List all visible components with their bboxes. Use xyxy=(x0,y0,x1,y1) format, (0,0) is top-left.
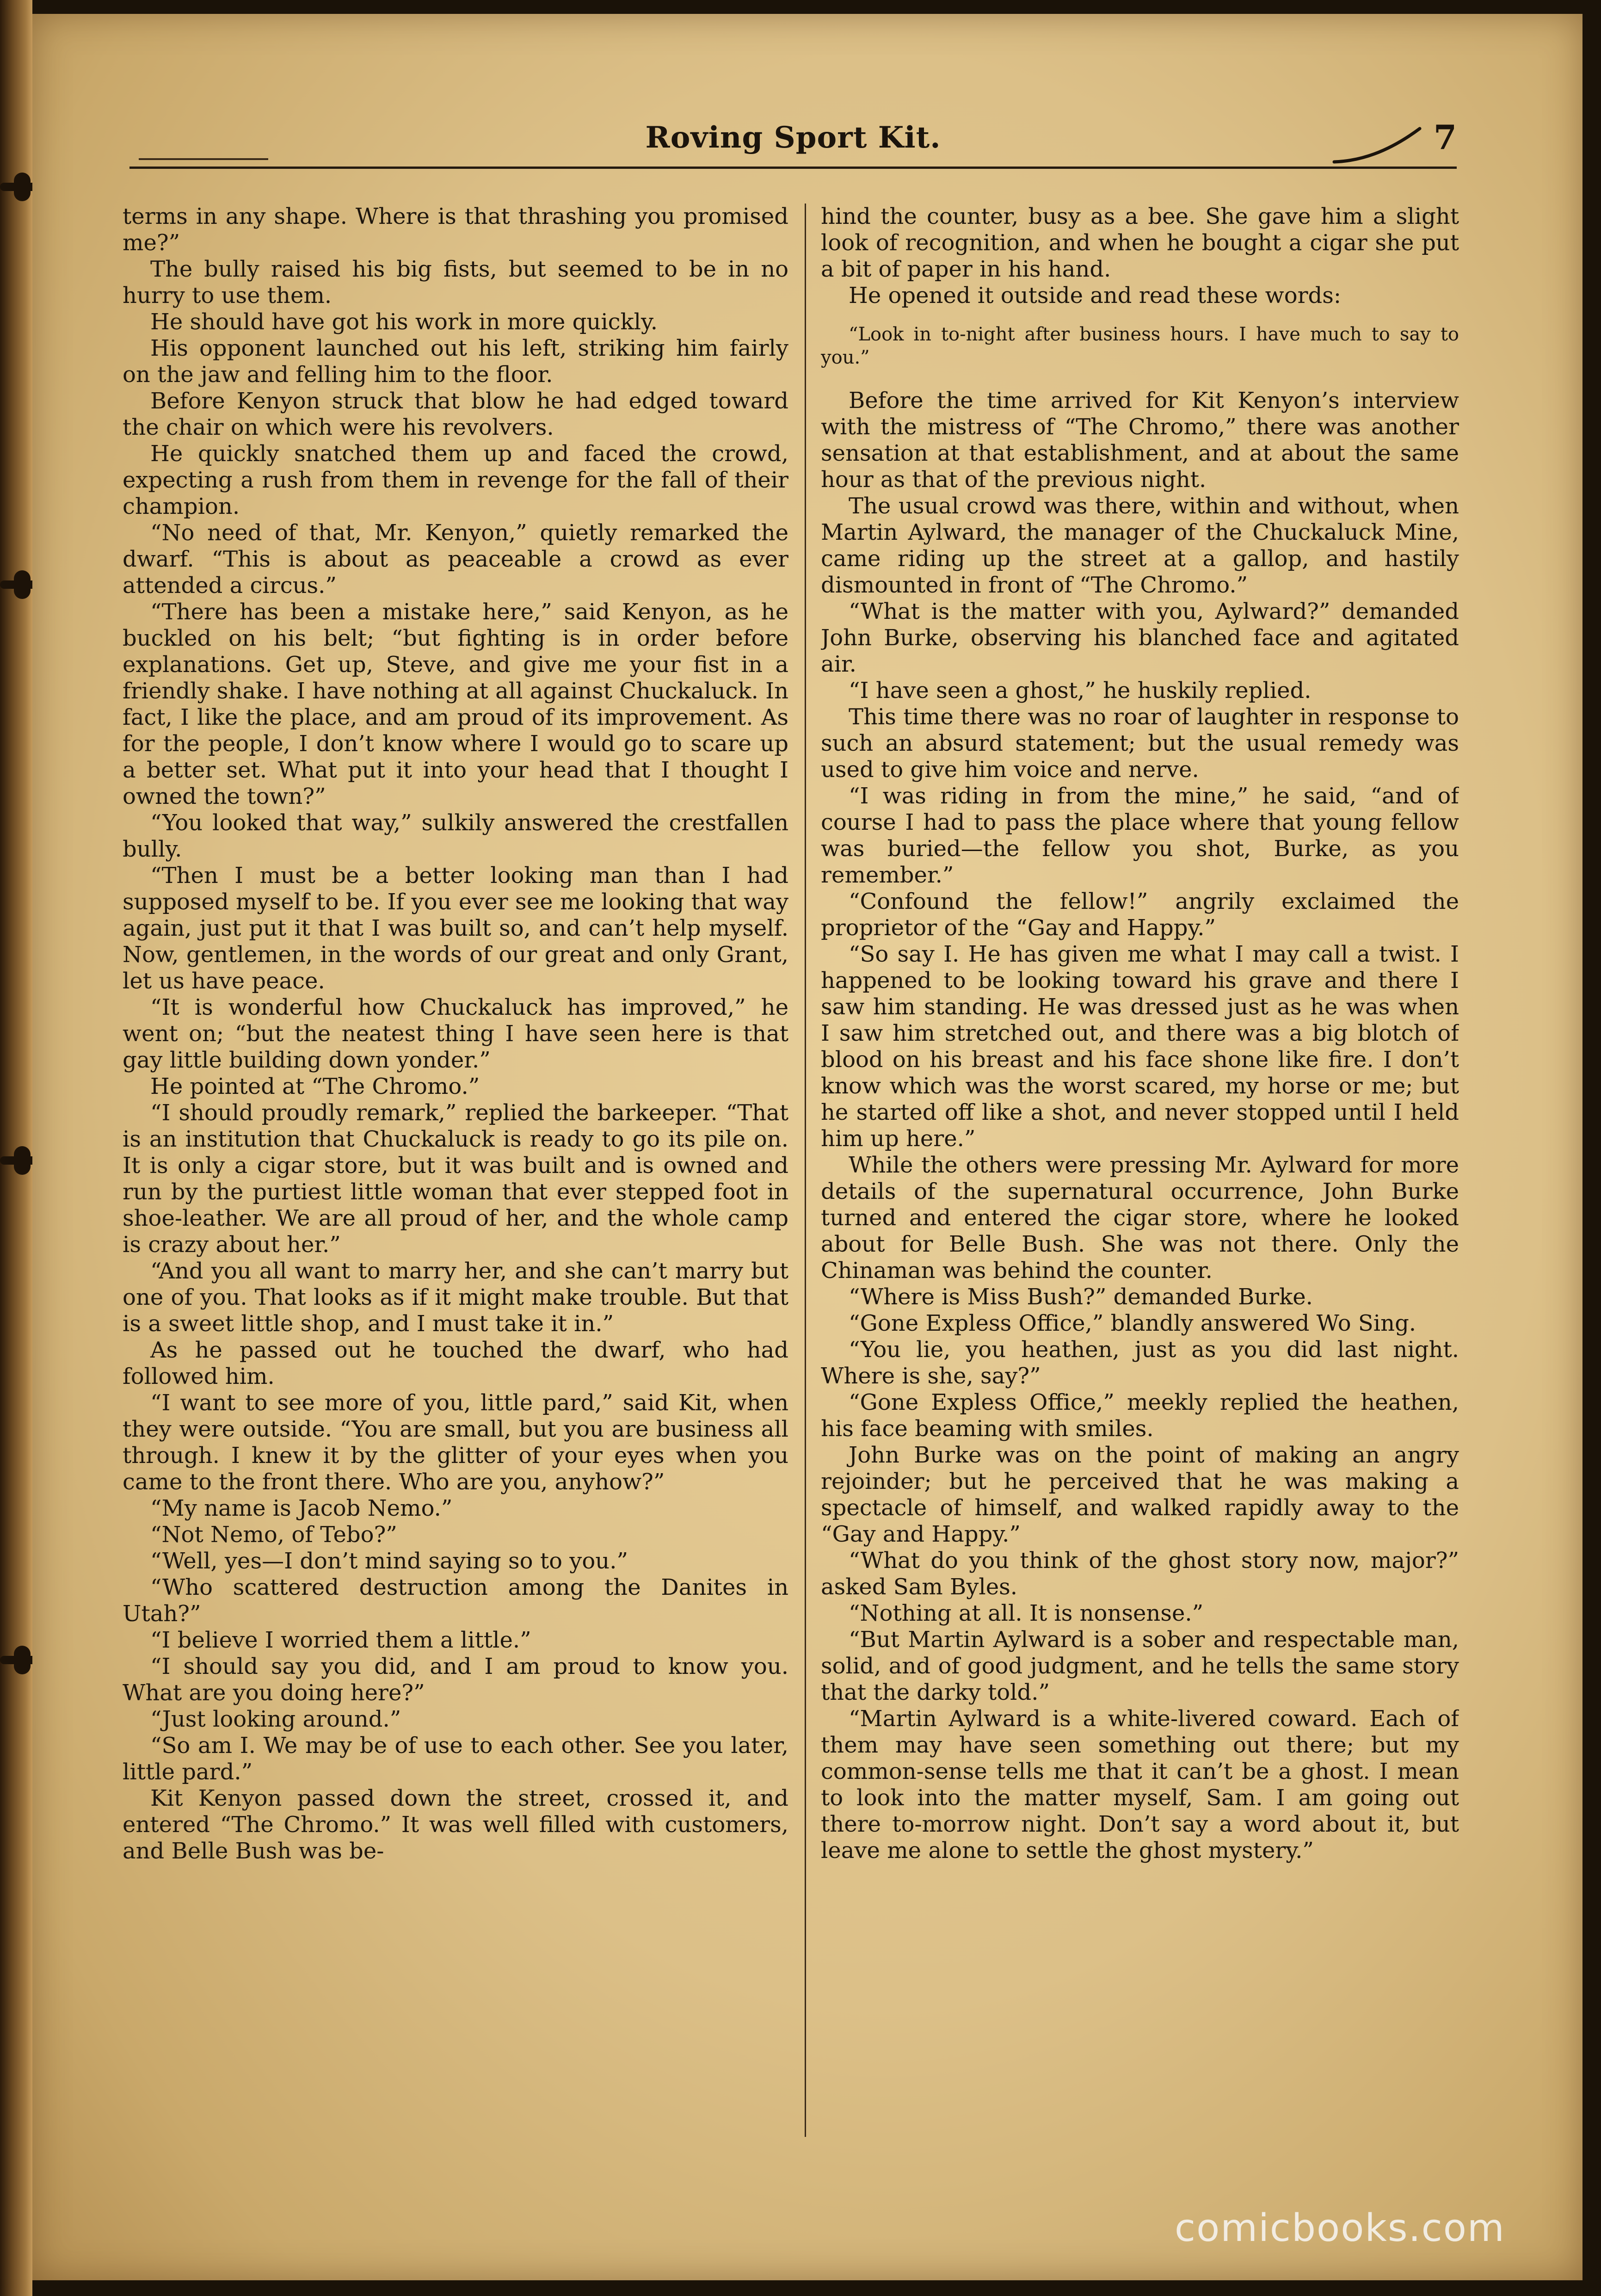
paragraph: “Martin Aylward is a white-livered coward. Each of them may have seen something out there; but my common-sense tells me that it can’t be a ghost. I mean to look into the matter myself, Sam. I am going out there to-morrow night. Don’t say a word about it, but leave me alone to settle the ghost mystery.” xyxy=(821,1706,1459,1864)
paragraph: Before the time arrived for Kit Kenyon’s interview with the mistress of “The Chromo,” there was another sensation at that establishment, and at about the same hour as that of the previous night. xyxy=(821,388,1459,493)
left-column xyxy=(123,204,788,2146)
paragraph: “Then I must be a better looking man than I had supposed myself to be. If you ever see me looking that way again, just put it that I was built so, and can’t help myself. Now, gentlemen, in the words of our great and only Grant, let us have peace. xyxy=(123,863,788,994)
paragraph: “Well, yes—I don’t mind saying so to you.” xyxy=(150,1548,628,1574)
paragraph: “And you all want to marry her, and she can’t marry but one of you. That looks as if it might make trouble. But that is a sweet little shop, and I must take it in.” xyxy=(123,1258,788,1337)
paragraph: Before Kenyon struck that blow he had edged toward the chair on which were his revolvers. xyxy=(123,388,788,440)
watermark: comicbooks.com xyxy=(1175,2206,1505,2250)
paragraph: As he passed out he touched the dwarf, who had followed him. xyxy=(123,1337,788,1389)
paragraph: “My name is Jacob Nemo.” xyxy=(150,1495,453,1521)
header-rule xyxy=(129,167,1457,169)
paragraph: He pointed at “The Chromo.” xyxy=(150,1074,480,1099)
paragraph: “What do you think of the ghost story now, major?” asked Sam Byles. xyxy=(821,1548,1459,1600)
paragraph: “So say I. He has given me what I may call a twist. I happened to be looking toward his grave and there I saw him standing. He was dressed just as he was when I saw him stretched out, and there was a big blotch of blood on his breast and his face shone like fire. I don’t know which was the worst scared, my horse or me; but he started off like a shot, and never stopped until I held him up here.” xyxy=(821,941,1459,1152)
paragraph: “Gone Expless Office,” meekly replied the heathen, his face beaming with smiles. xyxy=(821,1389,1459,1442)
page-number: 7 xyxy=(1433,117,1457,157)
paragraph: Kit Kenyon passed down the street, crossed it, and entered “The Chromo.” It was well filled with customers, and Belle Bush was be- xyxy=(123,1785,788,1864)
paragraph: “I was riding in from the mine,” he said, “and of course I had to pass the place where that young fellow was buried—the fellow you shot, Burke, as you remember.” xyxy=(821,783,1459,888)
paragraph: “Gone Expless Office,” blandly answered Wo Sing. xyxy=(849,1310,1416,1336)
paragraph: “You looked that way,” sulkily answered the crestfallen bully. xyxy=(123,810,788,862)
page-header xyxy=(129,111,1457,180)
paragraph: “What is the matter with you, Aylward?” demanded John Burke, observing his blanched face and agitated air. xyxy=(821,599,1459,677)
paragraph: This time there was no roar of laughter in response to such an absurd statement; but the usual remedy was used to give him voice and nerve. xyxy=(821,704,1459,783)
paragraph: “I believe I worried them a little.” xyxy=(150,1627,531,1653)
paragraph: “Confound the fellow!” angrily exclaimed the proprietor of the “Gay and Happy.” xyxy=(821,889,1459,941)
paragraph: “There has been a mistake here,” said Kenyon, as he buckled on his belt; “but fighting is in order before explanations. Get up, Steve, and give me your fist in a friendly shake. I have nothing at all against Chuckaluck. In fact, I like the place, and am proud of its improvement. As for the people, I don’t know where I would go to scare up a better set. What put it into your head that I thought I owned the town?” xyxy=(123,599,788,809)
paragraph: “I have seen a ghost,” he huskily replied. xyxy=(849,678,1312,704)
paragraph: John Burke was on the point of making an angry rejoinder; but he perceived that he was making a spectacle of himself, and walked rapidly away to the “Gay and Happy.” xyxy=(821,1442,1459,1547)
paragraph: “Just looking around.” xyxy=(150,1706,401,1732)
paragraph: The usual crowd was there, within and without, when Martin Aylward, the manager of the Chuckaluck Mine, came riding up the street at a gallop, and hastily dismounted in front of “The Chromo.” xyxy=(821,493,1459,598)
paragraph: “I want to see more of you, little pard,” said Kit, when they were outside. “You are small, but you are business all through. I knew it by the glitter of your eyes when you came to the front there. Who are you, anyhow?” xyxy=(123,1390,788,1495)
paragraph: “I should proudly remark,” replied the barkeeper. “That is an institution that Chuckaluck is ready to go its pile on. It is only a cigar store, but it was built and is owned and run by the purtiest little woman that ever stepped foot in shoe-leather. We are all proud of her, and the whole camp is crazy about her.” xyxy=(123,1100,788,1258)
paragraph: “Who scattered destruction among the Danites in Utah?” xyxy=(123,1574,788,1627)
paragraph: “But Martin Aylward is a sober and respectable man, solid, and of good judgment, and he tells the same story that the darky told.” xyxy=(821,1627,1459,1705)
paragraph: He opened it outside and read these words: xyxy=(849,283,1342,309)
column-divider xyxy=(805,204,806,2137)
paragraph: “You lie, you heathen, just as you did last night. Where is she, say?” xyxy=(821,1337,1459,1389)
paragraph: He quickly snatched them up and faced the crowd, expecting a rush from them in revenge for the fall of their champion. xyxy=(123,441,788,519)
paragraph: “It is wonderful how Chuckaluck has improved,” he went on; “but the neatest thing I have seen here is that gay little building down yonder.” xyxy=(123,994,788,1073)
paragraph: “Nothing at all. It is nonsense.” xyxy=(849,1600,1204,1626)
running-title: Roving Sport Kit. xyxy=(645,120,941,155)
paragraph: “Where is Miss Bush?” demanded Burke. xyxy=(849,1284,1313,1310)
header-rule-short xyxy=(139,158,268,160)
paragraph: While the others were pressing Mr. Aylward for more details of the supernatural occurrence, John Burke turned and entered the cigar store, where he looked about for Belle Bush. She was not there. Only the Chinaman was behind the counter. xyxy=(821,1152,1459,1284)
paragraph: “Not Nemo, of Tebo?” xyxy=(150,1522,397,1548)
paragraph: The bully raised his big fists, but seemed to be in no hurry to use them. xyxy=(123,256,788,309)
pen-stroke-icon xyxy=(1332,125,1424,167)
paragraph: He should have got his work in more quickly. xyxy=(150,309,658,335)
paragraph: His opponent launched out his left, striking him fairly on the jaw and felling him to the floor. xyxy=(123,335,788,388)
paragraph: “No need of that, Mr. Kenyon,” quietly remarked the dwarf. “This is about as peaceable a crowd as ever attended a circus.” xyxy=(123,520,788,599)
quoted-note: “Look in to-night after business hours. I have much to say to you.” xyxy=(821,324,1459,368)
right-column xyxy=(821,204,1459,2146)
paragraph: “So am I. We may be of use to each other. See you later, little pard.” xyxy=(123,1733,788,1785)
paragraph: hind the counter, busy as a bee. She gave him a slight look of recognition, and when he bought a cigar she put a bit of paper in his hand. xyxy=(821,204,1459,282)
paragraph: terms in any shape. Where is that thrashing you promised me?” xyxy=(123,204,788,256)
paragraph: “I should say you did, and I am proud to know you. What are you doing here?” xyxy=(123,1654,788,1706)
